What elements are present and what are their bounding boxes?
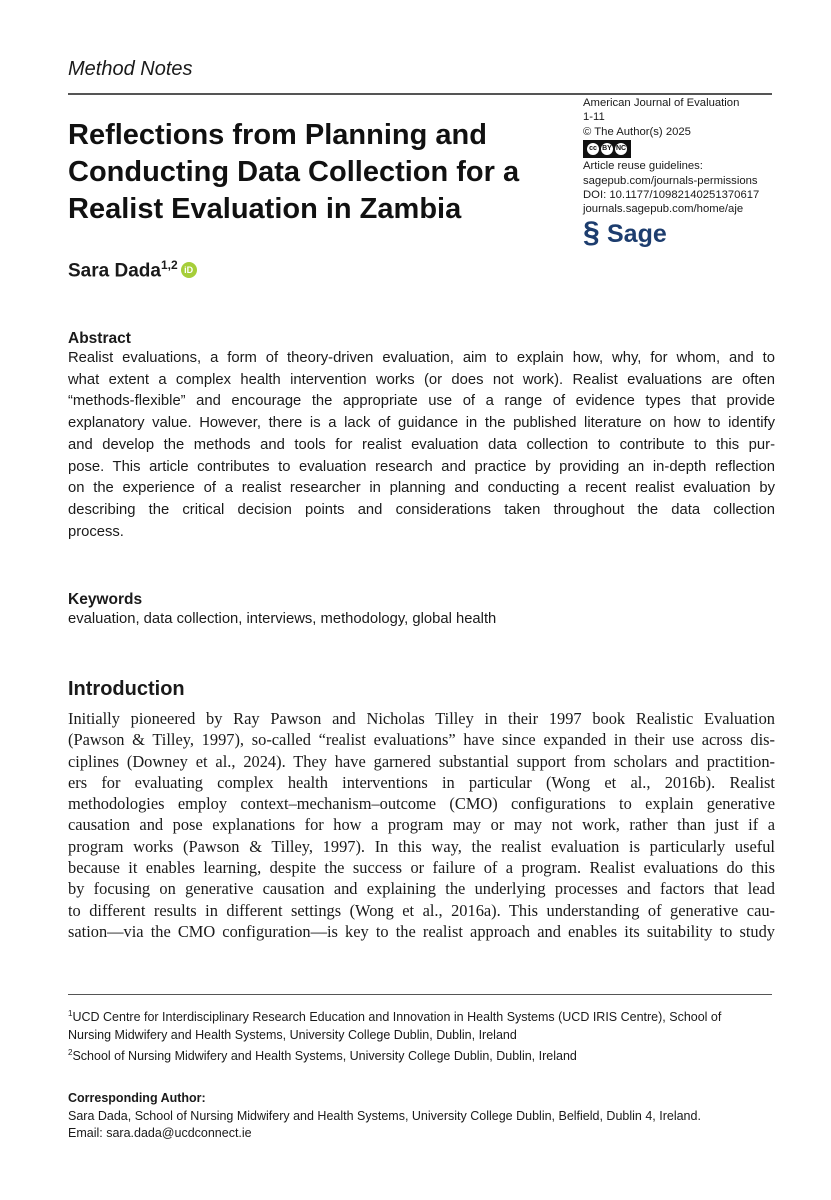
footnote-rule [68,994,772,995]
section-label: Method Notes [68,58,193,80]
text-line: to different results in different settings (Wong et al., 2016a). This understanding of generative cau- [68,900,775,920]
keywords [68,591,775,631]
text-line: what extent a complex health intervention works (or does not work). Realist evaluations are often [68,371,775,388]
corresponding-author [68,1090,701,1143]
header-rule [68,93,772,95]
footnote [68,1044,775,1066]
corresponding-heading: Corresponding Author: [68,1091,206,1105]
text-line: ciplines (Downey et al., 2024). They have garnered substantial support from scholars and practition- [68,751,775,771]
sage-logo [583,215,759,249]
footnote-line [68,1027,775,1045]
footnote [68,1005,775,1044]
abstract [68,330,775,543]
text-line: Initially pioneered by Ray Pawson and Nicholas Tilley in their 1997 book Realistic Evaluation [68,709,775,728]
reuse-link[interactable]: sagepub.com/journals-permissions [583,174,758,187]
corresponding-address: Sara Dada, School of Nursing Midwifery and Health Systems, University College Dublin, Belfield, Dublin 4, Ireland. [68,1108,701,1123]
text-line: explanatory value. However, there is a lack of guidance in the published literature on how to identify [68,415,775,432]
text-line: program works (Pawson & Tilley, 1997). In this way, the realist evaluation is particularly useful [68,836,775,856]
text-line: pose. This article contributes to evaluation research and practice by providing an in-depth reflection [68,458,775,475]
corresponding-email[interactable]: Email: sara.dada@ucdconnect.ie [68,1126,252,1140]
text-line: causation and pose explanations for how a program may or may not work, rather than just if a [68,815,775,835]
cc-license-badge [583,140,631,158]
text-line: by focusing on generative causation and explaining the underlying processes and factors that lead [68,879,775,899]
text-line: ers for evaluating complex health interventions in particular (Wong et al., 2016b). Realist [68,772,775,792]
journal-name: American Journal of Evaluation [583,97,740,109]
abstract-body [68,348,775,543]
introduction-body [68,708,775,942]
text-line: process. [68,523,124,540]
author [68,258,197,282]
footnotes [68,1005,775,1066]
journal-link[interactable]: journals.sagepub.com/home/aje [583,203,744,216]
orcid-icon[interactable]: iD [181,262,197,278]
footnote-text: Nursing Midwifery and Health Systems, University College Dublin, Dublin, Ireland [68,1027,517,1042]
copyright: © The Author(s) 2025 [583,125,691,138]
article-title: Reflections from Planning and Conducting Data Collection for a Realist Evaluation in Zambia [68,119,520,225]
footnote-mark: 1 [68,1009,73,1018]
footnote-text: School of Nursing Midwifery and Health Systems, University College Dublin, Dublin, Ireland [72,1049,577,1064]
publisher-name: Sage [607,219,667,248]
keywords-list: evaluation, data collection, interviews, methodology, global health [68,611,497,627]
author-name: Sara Dada [68,260,161,282]
text-line: methodologies employ context–mechanism–outcome (CMO) configurations to explain generative [68,794,775,814]
text-line: because it enables learning, despite the success or failure of a program. Realist evaluations do this [68,858,775,878]
text-line: on the experience of a realist researcher in planning and conducting a recent realist evaluation by [68,480,775,497]
by-icon: BY [601,143,613,155]
cc-icon: cc [587,143,599,155]
footnote-mark: 2 [68,1048,73,1058]
reuse-label: Article reuse guidelines: [583,160,703,173]
footnote-line [68,1005,775,1027]
text-line: (Pawson & Tilley, 1997), so-called “realist evaluations” have since expanded in their use across dis- [68,730,775,750]
footnote-text: UCD Centre for Interdisciplinary Research Education and Innovation in Health Systems (UCD IRIS Centre), School of [72,1010,722,1025]
text-line: and develop the methods and tools for realist evaluation data collection to contribute to this pur- [68,436,775,453]
abstract-heading: Abstract [68,330,131,347]
page-range: 1-11 [583,111,605,124]
text-line: describing the critical decision points and considerations taken throughout the data collection [68,501,775,518]
doi[interactable]: DOI: 10.1177/10982140251370617 [583,189,760,202]
author-affiliations: 1,2 [160,258,178,272]
keywords-heading: Keywords [68,591,143,608]
text-line: “methods-flexible” and encourage the appropriate use of a range of evidence types that provide [68,393,775,410]
nc-icon: NC [615,143,627,155]
text-line: sation—via the CMO configuration—is key to the realist approach and enables its suitability to study [68,921,775,941]
footnote-line [68,1044,775,1066]
sage-s-icon: § [583,215,600,249]
introduction-heading: Introduction [68,678,185,700]
journal-meta [583,96,759,247]
text-line: Realist evaluations, a form of theory-driven evaluation, aim to explain how, why, for whom, and to [68,350,775,366]
